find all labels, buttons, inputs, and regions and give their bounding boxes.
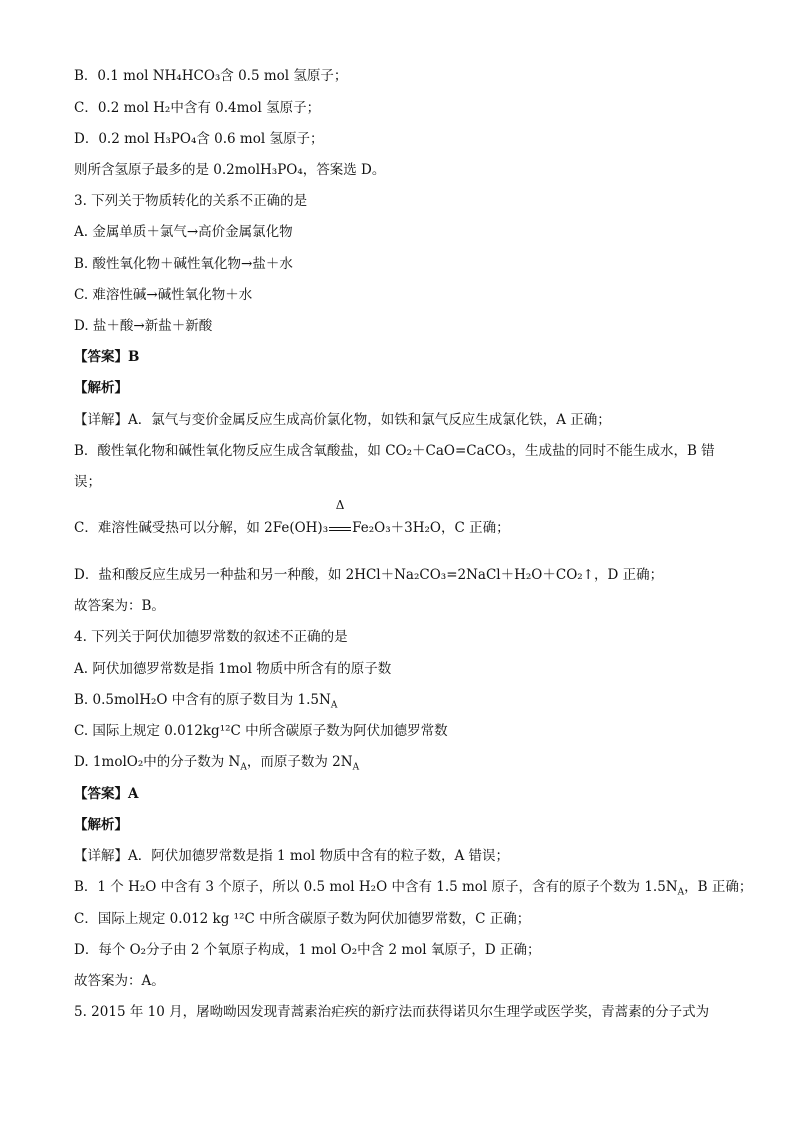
- question-5-stem: 5. 2015 年 10 月，屠呦呦因发现青蒿素治疟疾的新疗法而获得诺贝尔生理学或医学奖，青蒿素的分子式为: [74, 1004, 710, 1020]
- text-line: D．每个 O₂分子由 2 个氧原子构成，1 mol O₂中含 2 mol 氧原子，D 正确；: [74, 942, 541, 958]
- text-line: C．0.2 mol H₂中含有 0.4mol 氢原子；: [74, 100, 321, 116]
- text-line: B．1 个 H₂O 中含有 3 个原子，所以 0.5 mol H₂O 中含有 1.5 mol 原子，含有的原子个数为 $1.5N_A$，B 正确；: [74, 879, 753, 898]
- analysis-label: 【解析】: [74, 380, 128, 396]
- text-line: 【详解】A．氯气与变价金属反应生成高价氯化物，如铁和氯气反应生成氯化铁，A 正确；: [74, 412, 611, 428]
- question-4-option-c: C. 国际上规定 0.012kg¹²C 中所含碳原子数为阿伏加德罗常数: [74, 723, 448, 739]
- text-line: B．0.1 mol NH₄HCO₃含 0.5 mol 氢原子；: [74, 68, 348, 84]
- text-line: 则所含氢原子最多的是 0.2molH₃PO₄，答案选 D。: [74, 162, 386, 178]
- text-line: 误；: [74, 474, 101, 490]
- answer-label: 【答案】A: [74, 786, 139, 802]
- text-line: D．盐和酸反应生成另一种盐和另一种酸，如 2HCl＋Na₂CO₃=2NaCl＋H₂O＋CO₂↑，D 正确；: [74, 567, 664, 583]
- question-3-option-b: B. 酸性氧化物＋碱性氧化物→盐＋水: [74, 256, 293, 272]
- question-3-option-a: A. 金属单质＋氯气→高价金属氯化物: [74, 224, 293, 240]
- question-4-option-a: A. 阿伏加德罗常数是指 1mol 物质中所含有的原子数: [74, 661, 392, 677]
- question-3-option-d: D. 盐＋酸→新盐＋新酸: [74, 318, 213, 334]
- question-3-option-c: C. 难溶性碱→碱性氧化物＋水: [74, 287, 253, 303]
- equation-line: [74, 498, 510, 538]
- equation-left: C．难溶性碱受热可以分解，如 2Fe(OH)₃: [74, 520, 329, 536]
- answer-label: 【答案】B: [74, 349, 140, 365]
- question-4-option-d: D. 1molO₂中的分子数为 $N_A$，而原子数为 $2N_A$: [74, 754, 360, 773]
- question-4-stem: 4. 下列关于阿伏加德罗常数的叙述不正确的是: [74, 629, 348, 645]
- text-line: B．酸性氧化物和碱性氧化物反应生成含氧酸盐，如 CO₂＋CaO=CaCO₃，生成盐的同时不能生成水，B 错: [74, 443, 715, 459]
- text-line: 【详解】A．阿伏加德罗常数是指 1 mol 物质中含有的粒子数，A 错误；: [74, 848, 509, 864]
- analysis-label: 【解析】: [74, 817, 128, 833]
- delta-symbol: Δ: [335, 498, 345, 512]
- text-line: D．0.2 mol H₃PO₄含 0.6 mol 氢原子；: [74, 131, 324, 147]
- text-line: C．国际上规定 0.012 kg ¹²C 中所含碳原子数为阿伏加德罗常数，C 正确；: [74, 911, 531, 927]
- question-3-stem: 3. 下列关于物质转化的关系不正确的是: [74, 193, 308, 209]
- text-line: 故答案为：A。: [74, 973, 165, 989]
- equation-right: Fe₂O₃＋3H₂O，C 正确；: [352, 520, 510, 536]
- heat-condition-mark: [328, 498, 352, 538]
- text-line: 故答案为：B。: [74, 598, 165, 614]
- question-4-option-b: B. 0.5molH₂O 中含有的原子数目为 $1.5N_A$: [74, 692, 338, 711]
